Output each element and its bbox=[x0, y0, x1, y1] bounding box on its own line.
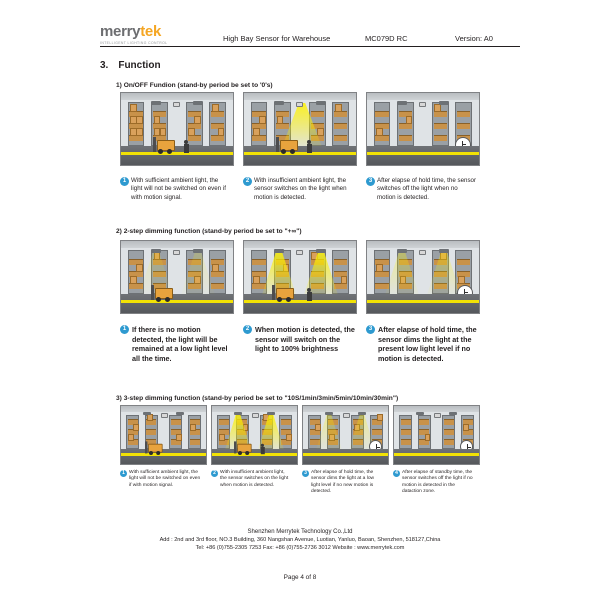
floor bbox=[303, 449, 388, 464]
luminaire-icon bbox=[151, 249, 161, 253]
rack bbox=[126, 415, 139, 449]
person-icon bbox=[306, 288, 312, 302]
forklift-icon bbox=[145, 441, 166, 455]
luminaire-icon bbox=[316, 249, 326, 253]
logo-main: merry bbox=[100, 23, 141, 40]
sensor-icon bbox=[173, 102, 180, 107]
floor-marking bbox=[244, 300, 356, 303]
caption-bullet: 3 bbox=[366, 325, 375, 334]
caption-1-2: With insufficient ambient light, the sensor switches on the light when motion is detected. bbox=[254, 177, 347, 201]
page-footer bbox=[0, 528, 600, 552]
header-doc-title: High Bay Sensor for Warehouse bbox=[223, 34, 331, 43]
illustration-2-3 bbox=[366, 240, 480, 314]
person-icon bbox=[183, 140, 189, 154]
floor-marking bbox=[303, 453, 388, 456]
caption-1-3: After elapse of hold time, the sensor switches off the light when no motion is detected. bbox=[377, 177, 477, 201]
luminaire-icon bbox=[193, 101, 203, 105]
caption-bullet: 1 bbox=[120, 177, 129, 186]
luminaire-icon bbox=[176, 412, 184, 415]
logo-tagline: INTELLIGENT LIGHTING CONTROL bbox=[100, 41, 168, 45]
floor bbox=[394, 449, 479, 464]
sensor-icon bbox=[419, 102, 426, 107]
luminaire-icon bbox=[397, 101, 407, 105]
ceiling bbox=[121, 93, 233, 100]
sensor-icon bbox=[161, 413, 168, 418]
ceiling bbox=[121, 406, 206, 412]
luminaire-icon bbox=[267, 412, 275, 415]
luminaire-icon bbox=[193, 249, 203, 253]
rack bbox=[128, 102, 145, 146]
rack bbox=[169, 415, 182, 449]
floor bbox=[244, 294, 356, 313]
rack bbox=[251, 102, 268, 146]
floor bbox=[367, 294, 479, 313]
illustration-1-2 bbox=[243, 92, 357, 166]
forklift-icon bbox=[234, 441, 255, 455]
forklift-icon bbox=[151, 284, 177, 302]
section-title: Function bbox=[118, 60, 161, 71]
caption-3-1: With sufficient ambient light, the light will not be switched on even if with motion signal. bbox=[129, 470, 201, 488]
rack bbox=[188, 415, 201, 449]
caption-bullet: 1 bbox=[120, 325, 129, 334]
forklift-icon bbox=[272, 284, 298, 302]
luminaire-icon bbox=[358, 412, 366, 415]
floor-marking bbox=[367, 300, 479, 303]
floor-marking bbox=[367, 152, 479, 155]
ceiling bbox=[394, 406, 479, 412]
sensor-icon bbox=[419, 250, 426, 255]
illustration-2-1 bbox=[120, 240, 234, 314]
rack bbox=[399, 415, 412, 449]
forklift-icon bbox=[276, 136, 302, 154]
sensor-icon bbox=[296, 250, 303, 255]
person-icon bbox=[306, 140, 312, 154]
sensor-icon bbox=[343, 413, 350, 418]
caption-3-2: With insufficient ambient light, the sensor switches on the light when motion is detected. bbox=[220, 470, 289, 488]
rack bbox=[374, 102, 391, 146]
caption-3-4: After elapse of standby time, the sensor switches off the light if no motion is detected in the dataction zone. bbox=[402, 470, 473, 495]
caption-bullet: 4 bbox=[393, 470, 400, 477]
header-model: MC079D RC bbox=[365, 34, 408, 43]
page-number: Page 4 of 8 bbox=[283, 574, 317, 581]
illustration-2-2 bbox=[243, 240, 357, 314]
caption-bullet: 2 bbox=[211, 470, 218, 477]
sensor-icon bbox=[296, 102, 303, 107]
caption-bullet: 3 bbox=[366, 177, 375, 186]
ceiling bbox=[303, 406, 388, 412]
sensor-icon bbox=[252, 413, 259, 418]
ceiling bbox=[121, 241, 233, 248]
caption-bullet: 1 bbox=[120, 470, 127, 477]
ceiling bbox=[244, 93, 356, 100]
luminaire-icon bbox=[143, 412, 151, 415]
luminaire-icon bbox=[274, 249, 284, 253]
caption-1-1: With sufficient ambient light, the light will not be switched on even if with motion signal. bbox=[131, 177, 226, 201]
caption-bullet: 2 bbox=[243, 177, 252, 186]
header-version: Version: A0 bbox=[455, 34, 493, 43]
luminaire-icon bbox=[397, 249, 407, 253]
illustration-3-2 bbox=[211, 405, 298, 465]
illustration-1-3 bbox=[366, 92, 480, 166]
illustration-3-3 bbox=[302, 405, 389, 465]
luminaire-icon bbox=[439, 249, 449, 253]
footer-contact: Tel: +86 (0)755-2305 7253 Fax: +86 (0)755-2736 3012 Website : www.merrytek.com bbox=[195, 545, 405, 551]
illustration-1-1 bbox=[120, 92, 234, 166]
logo-accent: tek bbox=[140, 23, 161, 40]
caption-bullet: 2 bbox=[243, 325, 252, 334]
ceiling bbox=[212, 406, 297, 412]
subsection-1-label: 1) On/OFF Fundion (stand-by period be set to '0's) bbox=[116, 82, 273, 89]
rack bbox=[418, 415, 431, 449]
luminaire-icon bbox=[234, 412, 242, 415]
sensor-icon bbox=[434, 413, 441, 418]
floor bbox=[121, 294, 233, 313]
caption-3-3: After elapse of hold time, the sensor dims the light at a low light level if no new motion is detected. bbox=[311, 470, 375, 495]
caption-2-3: After elapse of hold time, the sensor dims the light at the present low light level if no motion is detected. bbox=[378, 325, 477, 363]
rack bbox=[432, 102, 449, 146]
ceiling bbox=[367, 241, 479, 248]
floor-marking bbox=[121, 300, 233, 303]
luminaire-icon bbox=[416, 412, 424, 415]
section-number: 3. bbox=[100, 60, 109, 71]
footer-company: Shenzhen Merrytek Technology Co.,Ltd bbox=[247, 529, 353, 535]
rack bbox=[442, 415, 455, 449]
luminaire-icon bbox=[439, 101, 449, 105]
caption-bullet: 3 bbox=[302, 470, 309, 477]
subsection-2-label: 2) 2-step dimming function (stand-by period be set to "+∞") bbox=[116, 228, 302, 235]
header-title-row bbox=[125, 34, 520, 46]
page-title bbox=[100, 60, 161, 71]
luminaire-icon bbox=[449, 412, 457, 415]
illustration-3-1 bbox=[120, 405, 207, 465]
header-divider bbox=[100, 46, 520, 47]
luminaire-icon bbox=[325, 412, 333, 415]
luminaire-icon bbox=[274, 101, 284, 105]
footer-address: Add : 2nd and 3rd floor, NO.3 Building, 360 Nangshan Avenue, Luotian, Yanluo, Baoan, Shenzhen, 518127,China bbox=[159, 537, 441, 543]
forklift-icon bbox=[153, 136, 179, 154]
floor bbox=[367, 146, 479, 165]
caption-2-1: If there is no motion detected, the light will be remained at a low light level all the time. bbox=[132, 325, 228, 363]
illustration-3-4 bbox=[393, 405, 480, 465]
sensor-icon bbox=[173, 250, 180, 255]
ceiling bbox=[367, 93, 479, 100]
person-icon bbox=[260, 444, 265, 455]
rack bbox=[397, 102, 414, 146]
luminaire-icon bbox=[151, 101, 161, 105]
rack bbox=[209, 102, 226, 146]
caption-2-2: When motion is detected, the sensor will switch on the light to 100% brightness bbox=[255, 325, 355, 354]
floor-marking bbox=[394, 453, 479, 456]
subsection-3-label: 3) 3-step dimming function (stand-by period be set to "10S/1min/3min/5min/10min/30min") bbox=[116, 395, 399, 402]
ceiling bbox=[244, 241, 356, 248]
luminaire-icon bbox=[316, 101, 326, 105]
rack bbox=[332, 102, 349, 146]
